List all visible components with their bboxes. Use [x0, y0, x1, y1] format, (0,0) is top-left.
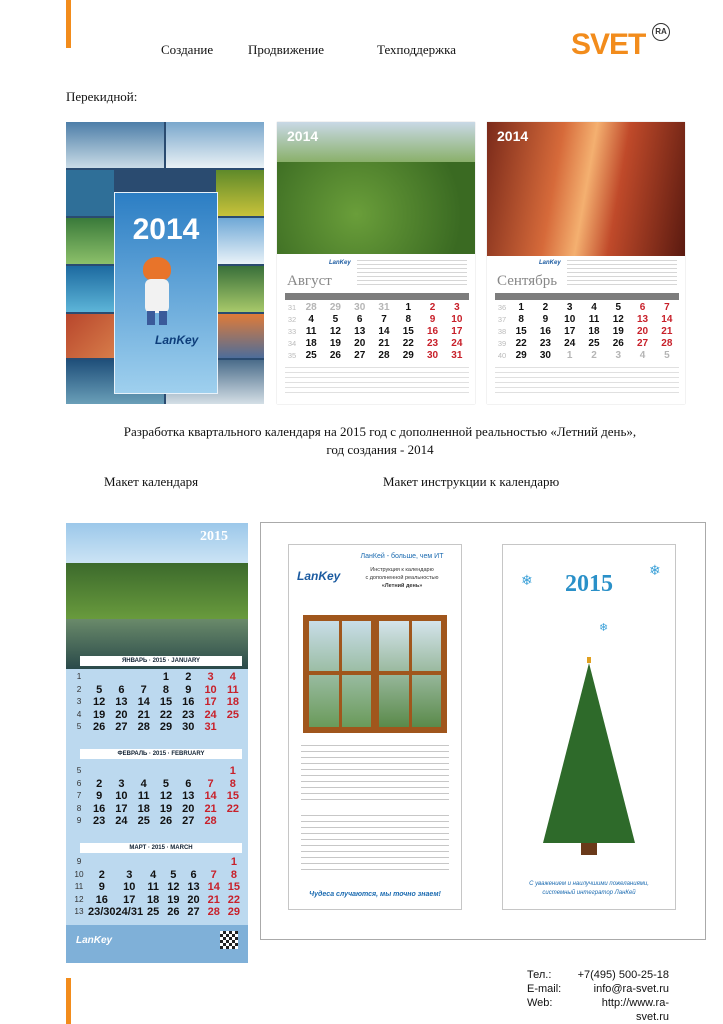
february-grid [70, 765, 244, 828]
calendar-day: 3 [207, 671, 214, 683]
calendar-day: 28 [204, 815, 217, 827]
calendar-day: 2 [429, 302, 436, 313]
calendar-day [110, 765, 132, 778]
calendar-day: 15 [515, 326, 527, 337]
web-link[interactable]: http://www.ra-svet.ru [601, 997, 669, 1023]
week-number: 9 [76, 816, 82, 825]
quarterly-brand: LanKey [76, 935, 113, 946]
week-number: 38 [497, 327, 507, 336]
calendar-day: 24 [451, 338, 463, 349]
calendar-day: 13 [115, 696, 128, 708]
calendar-day: 10 [204, 683, 217, 696]
week-number: 40 [497, 351, 507, 360]
august-year: 2014 [287, 128, 319, 144]
calendar-day: 20 [187, 893, 200, 906]
week-number: 33 [287, 327, 297, 336]
snowflake-icon: ❄ [521, 574, 533, 589]
accent-bar-top [66, 0, 71, 48]
week-number: 3 [76, 697, 82, 706]
calendar-day: 24 [204, 708, 217, 721]
project-caption [60, 423, 700, 459]
calendar-day: 6 [185, 777, 192, 790]
calendar-day: 4 [229, 671, 236, 683]
calendar-day: 15 [226, 790, 239, 802]
calendar-day: 6 [639, 302, 646, 313]
instruction-steps-text [301, 815, 449, 875]
label-instruction-mockup: Макет инструкции к календарю [383, 474, 560, 489]
snowflake-icon: ❄ [599, 622, 609, 634]
mascot-fox-icon [139, 257, 175, 327]
month-strip-march: МАРТ · 2015 · MARCH [80, 843, 242, 853]
caption-line-2: год создания - 2014 [326, 442, 434, 457]
calendar-day: 17 [115, 802, 128, 815]
contact-block [527, 968, 669, 1024]
calendar-day: 21 [204, 802, 217, 815]
calendar-day: 31 [451, 350, 463, 361]
calendar-day: 8 [230, 868, 237, 881]
calendar-day: 16 [93, 802, 106, 815]
instruction-lankey-logo: LanKey [297, 569, 341, 583]
calendar-day: 14 [204, 790, 217, 802]
calendar-day: 26 [612, 338, 624, 349]
qr-code-icon [220, 931, 238, 949]
calendar-day [163, 856, 183, 869]
caption-line-1: Разработка квартального календаря на 2015 год с дополненной реальностью «Летний день», [123, 424, 637, 439]
instruction-body-text [301, 745, 449, 805]
calendar-day: 14 [661, 314, 673, 325]
week-number: 5 [76, 766, 82, 775]
calendar-day: 3 [118, 777, 125, 790]
calendar-day: 1 [566, 350, 573, 361]
greeting-year: 2015 [565, 571, 613, 597]
week-number: 12 [74, 894, 84, 904]
instruction-heading-2: с дополненной реальностью [365, 575, 439, 581]
calendar-day: 22 [227, 893, 241, 906]
week-number: 4 [76, 709, 82, 719]
week-number: 34 [287, 339, 297, 348]
calendar-day: 16 [182, 696, 195, 708]
instruction-footer: Чудеса случаются, мы точно знаем! [309, 891, 441, 898]
calendar-day: 3 [566, 302, 573, 313]
calendar-day: 1 [230, 856, 237, 868]
calendar-day: 22 [402, 338, 414, 349]
quarterly-footer [66, 925, 248, 963]
calendar-day: 18 [226, 696, 239, 708]
section-label: Перекидной: [66, 89, 138, 104]
calendar-day: 28 [378, 350, 390, 361]
phone-value[interactable]: +7(495) 500-25-18 [577, 969, 669, 981]
calendar-day: 17 [564, 326, 576, 337]
calendar-day [222, 815, 244, 828]
week-number: 32 [287, 315, 297, 324]
calendar-day: 5 [96, 683, 103, 696]
calendar-day: 22 [159, 708, 173, 721]
calendar-day: 9 [542, 314, 549, 325]
calendar-day: 5 [664, 350, 670, 361]
calendar-day [155, 765, 177, 778]
calendar-day: 27 [637, 338, 649, 349]
calendar-day: 20 [637, 326, 649, 337]
calendar-day: 14 [378, 326, 390, 337]
calendar-day: 4 [150, 868, 157, 881]
calendar-day: 9 [96, 790, 103, 802]
calendar-day [177, 765, 199, 778]
september-grid [495, 302, 679, 362]
calendar-day: 4 [591, 302, 597, 313]
calendar-day: 20 [115, 708, 128, 721]
august-brand: LanKey [329, 260, 351, 266]
calendar-day: 5 [615, 302, 622, 313]
month-strip-january: ЯНВАРЬ · 2015 · JANUARY [80, 656, 242, 666]
cover-card [114, 192, 218, 394]
calendar-day: 19 [159, 802, 173, 815]
calendar-day: 23 [93, 815, 106, 827]
calendar-day: 21 [661, 326, 673, 337]
calendar-day: 1 [518, 302, 524, 313]
calendar-day: 26 [93, 721, 106, 733]
week-number: 36 [497, 303, 507, 312]
calendar-day: 16 [427, 326, 439, 337]
logo-badge: RA [652, 23, 670, 41]
calendar-day: 24/31 [115, 906, 144, 918]
september-title: Сентябрь [497, 273, 558, 289]
calendar-day: 23/30 [88, 906, 116, 918]
calendar-day: 3 [615, 350, 622, 361]
web-label: Web: [527, 997, 553, 1009]
week-number: 7 [76, 791, 82, 800]
accent-bar-bottom [66, 978, 71, 1024]
instruction-card [288, 544, 462, 910]
calendar-day: 12 [167, 881, 180, 893]
week-number: 11 [74, 882, 84, 891]
calendar-day: 2 [98, 868, 105, 881]
calendar-day [88, 856, 116, 869]
calendar-day: 24 [115, 815, 128, 827]
calendar-day: 13 [637, 314, 649, 325]
calendar-day: 9 [98, 881, 105, 893]
calendar-day: 24 [564, 338, 576, 349]
calendar-day: 7 [210, 868, 217, 881]
calendar-day: 11 [305, 326, 317, 337]
calendar-day: 8 [162, 683, 170, 696]
calendar-day: 29 [159, 721, 173, 733]
calendar-day: 22 [515, 338, 527, 349]
calendar-day: 7 [381, 314, 387, 325]
week-number: 2 [76, 684, 82, 694]
calendar-day: 2 [96, 777, 103, 790]
calendar-day: 8 [229, 777, 236, 790]
calendar-day [183, 856, 203, 869]
calendar-day: 12 [93, 696, 106, 708]
svet-logo[interactable]: SVET [571, 28, 646, 61]
week-number: 37 [497, 315, 507, 324]
calendar-day: 20 [182, 802, 195, 815]
calendar-day: 25 [305, 350, 317, 361]
august-title: Август [287, 273, 332, 289]
calendar-day: 13 [354, 326, 366, 337]
calendar-day: 10 [564, 314, 576, 325]
calendar-day: 5 [170, 868, 177, 881]
calendar-day: 19 [167, 893, 180, 906]
calendar-day [199, 765, 221, 778]
calendar-day: 8 [518, 314, 524, 325]
calendar-day: 23 [182, 708, 195, 721]
week-number: 13 [74, 907, 84, 916]
calendar-day: 18 [305, 338, 317, 349]
calendar-day [88, 765, 110, 778]
instruction-heading-3: «Летний день» [381, 583, 423, 589]
calendar-day: 13 [182, 790, 195, 802]
calendar-day: 21 [207, 893, 220, 906]
calendar-day: 6 [190, 868, 197, 881]
week-number: 35 [287, 351, 297, 360]
calendar-day: 29 [402, 350, 414, 361]
calendar-day [88, 671, 110, 684]
calendar-day: 31 [378, 302, 390, 313]
week-number: 9 [76, 857, 82, 866]
calendar-day: 5 [332, 314, 339, 325]
calendar-day: 28 [661, 338, 673, 349]
calendar-day [116, 856, 144, 869]
september-year: 2014 [497, 128, 529, 144]
calendar-day: 11 [588, 314, 600, 325]
calendar-day: 12 [159, 790, 173, 802]
calendar-day: 18 [147, 893, 160, 906]
cover-brand-logo: LanKey [155, 333, 199, 347]
september-brand: LanKey [539, 260, 561, 266]
calendar-day: 9 [185, 683, 192, 696]
calendar-day: 10 [123, 881, 136, 893]
week-number: 39 [497, 339, 507, 348]
calendar-day: 26 [329, 350, 341, 361]
calendar-day: 9 [429, 314, 436, 325]
calendar-day: 29 [515, 350, 527, 361]
calendar-day: 26 [159, 815, 173, 827]
calendar-day: 21 [137, 708, 150, 721]
calendar-day: 7 [207, 777, 214, 790]
calendar-day: 11 [137, 790, 150, 802]
calendar-day: 7 [140, 683, 147, 696]
calendar-day: 11 [147, 881, 159, 893]
calendar-day: 19 [612, 326, 624, 337]
week-number: 31 [287, 303, 297, 312]
greeting-line-1: С уважением и наилучшими пожеланиями, [529, 881, 649, 887]
calendar-day: 15 [402, 326, 414, 337]
calendar-day: 8 [405, 314, 412, 325]
calendar-day: 31 [204, 721, 217, 733]
calendar-day: 19 [329, 338, 341, 349]
calendar-day: 1 [405, 302, 412, 313]
nav-promotion[interactable]: Продвижение [248, 42, 324, 57]
week-number: 10 [74, 869, 84, 879]
january-grid [70, 671, 244, 734]
calendar-day: 5 [162, 777, 170, 790]
calendar-day: 10 [451, 314, 463, 325]
calendar-day: 27 [115, 721, 128, 733]
august-grid [285, 302, 469, 362]
calendar-day: 16 [539, 326, 551, 337]
calendar-day: 25 [137, 815, 150, 827]
calendar-day: 28 [305, 302, 317, 313]
calendar-day: 23 [427, 338, 439, 349]
month-strip-february: ФЕВРАЛЬ · 2015 · FEBRUARY [80, 749, 242, 759]
calendar-day: 27 [187, 906, 200, 918]
calendar-day: 21 [378, 338, 390, 349]
calendar-day: 30 [354, 302, 366, 313]
calendar-day: 19 [93, 708, 106, 721]
calendar-day: 26 [167, 906, 180, 918]
calendar-day: 14 [137, 696, 150, 708]
calendar-day: 11 [227, 683, 239, 696]
calendar-day: 3 [454, 302, 460, 313]
snowflake-icon: ❄ [649, 564, 661, 579]
calendar-day: 13 [187, 881, 200, 893]
christmas-tree-icon [543, 657, 635, 857]
calendar-day: 18 [588, 326, 600, 337]
calendar-day: 17 [123, 893, 136, 906]
calendar-day: 22 [226, 802, 239, 815]
calendar-day: 10 [115, 790, 128, 802]
march-grid [70, 856, 244, 919]
calendar-day: 4 [308, 314, 314, 325]
greeting-line-2: системный интегратор ЛанКей [542, 890, 636, 896]
calendar-day: 12 [329, 326, 341, 337]
email-label: E-mail: [527, 983, 562, 995]
nav-support[interactable]: Техподдержка [377, 42, 456, 57]
calendar-day: 30 [539, 350, 551, 361]
calendar-day [110, 671, 132, 684]
flip-calendar-august [277, 122, 475, 404]
calendar-day: 18 [137, 802, 150, 815]
calendar-day: 14 [207, 881, 220, 893]
greeting-card [502, 544, 676, 910]
week-number: 1 [76, 672, 82, 681]
calendar-day: 30 [182, 721, 195, 733]
cover-year: 2014 [132, 213, 200, 246]
window-illustration [303, 615, 447, 733]
calendar-day: 29 [227, 906, 241, 918]
calendar-day: 25 [147, 906, 160, 918]
calendar-day [133, 765, 155, 778]
calendar-day [204, 856, 224, 869]
week-number: 6 [76, 778, 82, 788]
calendar-day [222, 721, 244, 734]
flip-calendar-cover [66, 122, 264, 404]
label-calendar-mockup: Макет календаря [104, 474, 199, 489]
calendar-day: 1 [162, 671, 170, 683]
calendar-day: 25 [226, 708, 239, 721]
calendar-day: 15 [159, 696, 173, 708]
calendar-day: 28 [137, 721, 150, 733]
email-link[interactable]: info@ra-svet.ru [593, 983, 669, 995]
calendar-day: 4 [639, 350, 646, 361]
calendar-day: 20 [354, 338, 366, 349]
calendar-day: 30 [427, 350, 439, 361]
calendar-day: 27 [182, 815, 195, 827]
phone-label: Тел.: [527, 969, 552, 981]
calendar-day: 6 [356, 314, 363, 325]
quarterly-year: 2015 [200, 529, 228, 544]
calendar-day: 2 [542, 302, 549, 313]
calendar-day: 25 [588, 338, 600, 349]
calendar-day: 12 [612, 314, 624, 325]
calendar-day: 29 [329, 302, 341, 313]
calendar-day [143, 856, 163, 869]
calendar-day: 1 [229, 765, 236, 777]
week-number: 5 [76, 722, 82, 731]
calendar-day: 16 [95, 893, 108, 906]
nav-create[interactable]: Создание [161, 42, 214, 57]
calendar-day: 7 [664, 302, 670, 313]
calendar-day [133, 671, 155, 684]
calendar-day: 3 [126, 868, 133, 881]
calendar-day: 28 [207, 906, 220, 918]
calendar-day: 4 [140, 777, 147, 790]
calendar-day: 17 [451, 326, 463, 337]
calendar-day: 15 [227, 881, 241, 893]
calendar-day: 6 [118, 683, 125, 696]
instruction-frame [260, 522, 706, 940]
instruction-heading-1: Инструкция к календарю [370, 567, 434, 573]
calendar-day: 27 [354, 350, 366, 361]
week-number: 8 [76, 803, 82, 813]
calendar-day: 2 [591, 350, 597, 361]
instruction-tagline: ЛанКей - больше, чем ИТ [360, 553, 444, 560]
calendar-day: 23 [539, 338, 551, 349]
calendar-day: 2 [185, 671, 192, 683]
flip-calendar-september [487, 122, 685, 404]
calendar-day: 17 [204, 696, 217, 708]
